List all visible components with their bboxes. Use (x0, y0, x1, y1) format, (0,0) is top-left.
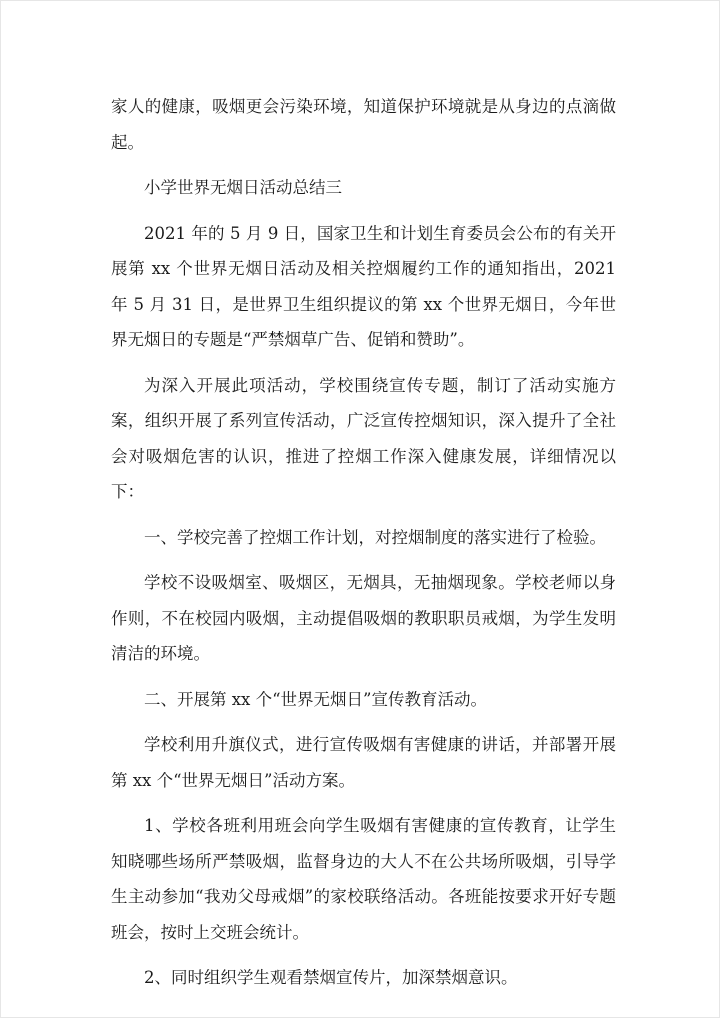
document-body (111, 89, 616, 1006)
paragraph-plan: 为深入开展此项活动，学校围绕宣传专题，制订了活动实施方案，组织开展了系列宣传活动，广泛宣传控烟知识，深入提升了全社会对吸烟危害的认识，推进了控烟工作深入健康发展，详细情况以下： (111, 375, 616, 501)
heading-part-one: 一、学校完善了控烟工作计划，对控烟制度的落实进行了检验。 (144, 527, 606, 547)
heading-part-two: 二、开展第 xx 个“世界无烟日”宣传教育活动。 (144, 689, 487, 709)
paragraph-no-smoking: 学校不设吸烟室、吸烟区，无烟具，无抽烟现象。学校老师以身作则，不在校园内吸烟，主动提倡吸烟的教职职员戒烟，为学生发明清洁的环境。 (111, 573, 616, 663)
list-item-1: 1、学校各班利用班会向学生吸烟有害健康的宣传教育，让学生知晓哪些场所严禁吸烟，监督身边的大人不在公共场所吸烟，引导学生主动参加“我劝父母戒烟”的家校联络活动。各班能按要求开好专题班会，按时上交班会统计。 (111, 816, 616, 942)
paragraph-flag-ceremony: 学校利用升旗仪式，进行宣传吸烟有害健康的讲话，并部署开展第 xx 个“世界无烟日”活动方案。 (111, 735, 616, 790)
section-title: 小学世界无烟日活动总结三 (144, 178, 342, 197)
paragraph-continuation: 家人的健康，吸烟更会污染环境，知道保护环境就是从身边的点滴做起。 (111, 97, 616, 152)
list-item-2: 2、同时组织学生观看禁烟宣传片，加深禁烟意识。 (144, 968, 518, 987)
paragraph-intro: 2021 年的 5 月 9 日，国家卫生和计划生育委员会公布的有关开展第 xx 个世界无烟日活动及相关控烟履约工作的通知指出，2021 年 5 月 31 日，是世界卫生组织提议的第 xx 个世界无烟日，今年世界无烟日的专题是“严禁烟草广告、促销和赞助”。 (111, 223, 616, 349)
